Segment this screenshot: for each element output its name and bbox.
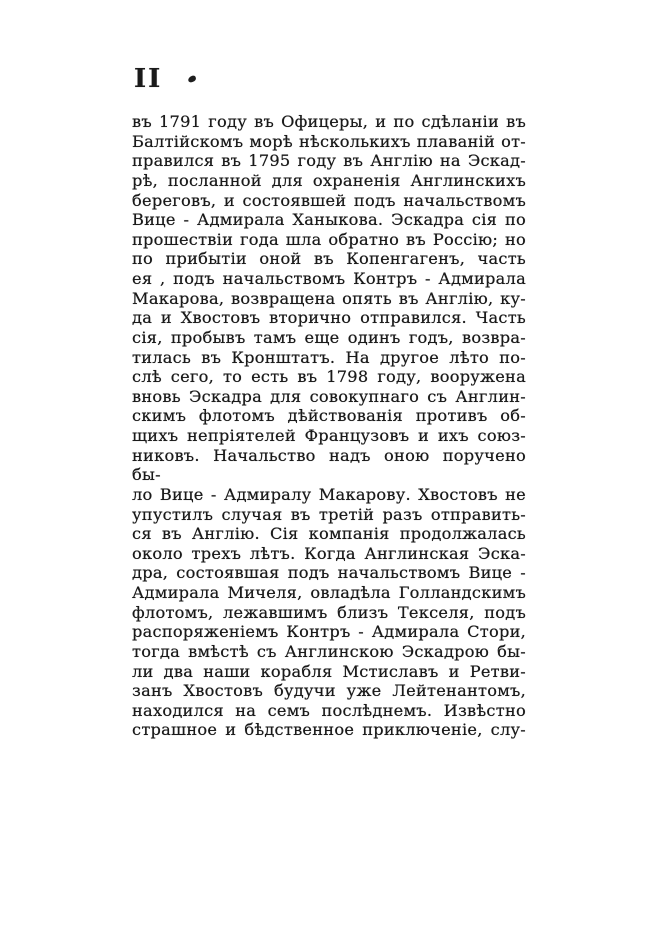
text-line: находился на семъ послѣднемъ. Извѣстно bbox=[132, 700, 526, 720]
text-line: страшное и бѣдственное приключеніе, слу- bbox=[132, 720, 526, 740]
text-line: Адмирала Мичеля, овладѣла Голландскимъ bbox=[132, 583, 526, 602]
text-line: ся въ Англію. Сія компанія продолжалась bbox=[132, 524, 526, 544]
text-line: вновь Эскадра для совокупнаго съ Англин- bbox=[132, 386, 526, 406]
text-line: Макарова, возвращена опять въ Англію, ку- bbox=[132, 288, 526, 308]
text-line: прошествіи года шла обратно въ Россію; но bbox=[132, 229, 526, 249]
text-line: дра, состоявшая подъ начальствомъ Вице - bbox=[132, 563, 526, 583]
page-number: II bbox=[134, 64, 163, 94]
text-line: сія, пробывъ тамъ еще одинъ годъ, возвра- bbox=[132, 327, 526, 347]
text-line: никовъ. Начальство надъ оною поручено бы- bbox=[132, 445, 526, 485]
text-line: береговъ, и состоявшей подъ начальствомъ bbox=[132, 190, 526, 210]
text-line: правился въ 1795 году въ Англію на Эскад- bbox=[132, 151, 526, 171]
text-line: ея , подъ начальствомъ Контръ - Адмирала bbox=[132, 269, 526, 288]
text-line: около трехъ лѣтъ. Когда Англинская Эска- bbox=[132, 543, 526, 563]
ink-speck bbox=[187, 75, 196, 83]
text-line: тогда вмѣстѣ съ Англинскою Эскадрою бы- bbox=[132, 641, 526, 661]
text-line: слѣ сего, то есть въ 1798 году, вооружена bbox=[132, 367, 526, 387]
text-line: упустилъ случая въ третій разъ отправить- bbox=[132, 504, 526, 524]
text-line: щихъ непріятелей Французовъ и ихъ союз- bbox=[132, 426, 526, 445]
text-line: занъ Хвостовъ будучи уже Лейтенантомъ, bbox=[132, 681, 526, 701]
text-line: тилась въ Кронштатъ. На другое лѣто по- bbox=[132, 347, 526, 367]
text-line: да и Хвостовъ вторично отправился. Часть bbox=[132, 308, 526, 328]
text-line: распоряженіемъ Контръ - Адмирала Стори, bbox=[132, 622, 526, 642]
text-line: скимъ флотомъ дѣйствованія противъ об- bbox=[132, 406, 526, 426]
text-line: въ 1791 году въ Офицеры, и по сдѣланіи въ bbox=[132, 112, 526, 131]
body-text bbox=[132, 112, 526, 740]
text-line: Вице - Адмирала Ханыкова. Эскадра сія по bbox=[132, 210, 526, 230]
text-line: флотомъ, лежавшимъ близъ Текселя, подъ bbox=[132, 602, 526, 622]
text-line: рѣ, посланной для охраненія Англинскихъ bbox=[132, 170, 526, 190]
text-line: ло Вице - Адмиралу Макарову. Хвостовъ не bbox=[132, 484, 526, 504]
text-line: по прибытіи оной въ Копенгагенъ, часть bbox=[132, 249, 526, 269]
text-line: ли два наши корабля Мстиславъ и Ретви- bbox=[132, 661, 526, 681]
text-line: Балтійскомъ морѣ нѣсколькихъ плаваній от- bbox=[132, 131, 526, 151]
